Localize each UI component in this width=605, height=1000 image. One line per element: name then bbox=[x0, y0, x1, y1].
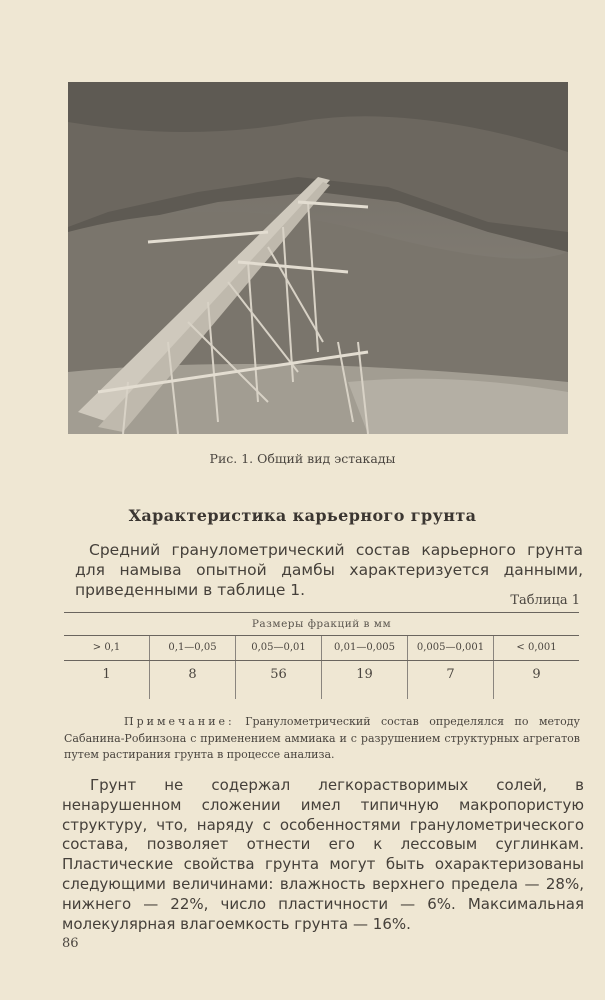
table-note bbox=[64, 714, 580, 764]
note-text: Гранулометрический состав определялся по методу Сабанина-Робинзона с применением аммиака и с разрушением структурных агрегатов путем растирания грунта в процессе анализа. bbox=[64, 715, 580, 761]
figure-caption: Рис. 1. Общий вид эстакады bbox=[209, 451, 396, 466]
column-header: 0,01—0,005 bbox=[321, 636, 407, 660]
column-header: > 0,1 bbox=[92, 642, 121, 653]
column-header: < 0,001 bbox=[493, 636, 579, 660]
column-header: 0,005—0,001 bbox=[407, 636, 493, 660]
column-header: 0,1—0,05 bbox=[149, 636, 235, 660]
section-title: Характеристика карьерного грунта bbox=[128, 506, 477, 525]
paragraph-intro: Средний гранулометрический состав карьерного грунта для намыва опытной дамбы характеризуется данными, приведенными в таблице 1. bbox=[75, 541, 583, 599]
table-cell: 19 bbox=[321, 661, 407, 699]
paragraph-soil-properties: Грунт не содержал легкорастворимых солей, в ненарушенном сложении имел типичную макропористую структуру, что, наряду с особенностями гранулометрического состава, позволяет отнести его к лессовым суглинкам. Пластические свойства грунта могут быть охарактеризованы следующими величинами: влажность верхнего предела — 28%, нижнего — 22%, число пластичности — 6%. Максимальная молекулярная влагоемкость грунта — 16%. bbox=[62, 776, 584, 933]
note-label: Примечание: bbox=[124, 715, 235, 728]
table-cell: 56 bbox=[235, 661, 321, 699]
table-span-header: Размеры фракций в мм bbox=[251, 618, 392, 630]
table-header-row bbox=[64, 635, 579, 660]
column-header: 0,05—0,01 bbox=[235, 636, 321, 660]
table-cell: 9 bbox=[493, 661, 579, 699]
table-cell: 7 bbox=[407, 661, 493, 699]
trestle-photo-illustration bbox=[68, 82, 568, 434]
table-cell: 8 bbox=[149, 661, 235, 699]
page-number: 86 bbox=[62, 936, 79, 951]
table-cell: 1 bbox=[102, 667, 111, 682]
table-row bbox=[64, 660, 579, 699]
trestle-photo bbox=[68, 82, 568, 434]
table-label: Таблица 1 bbox=[510, 593, 580, 608]
granulometry-table bbox=[64, 612, 579, 699]
